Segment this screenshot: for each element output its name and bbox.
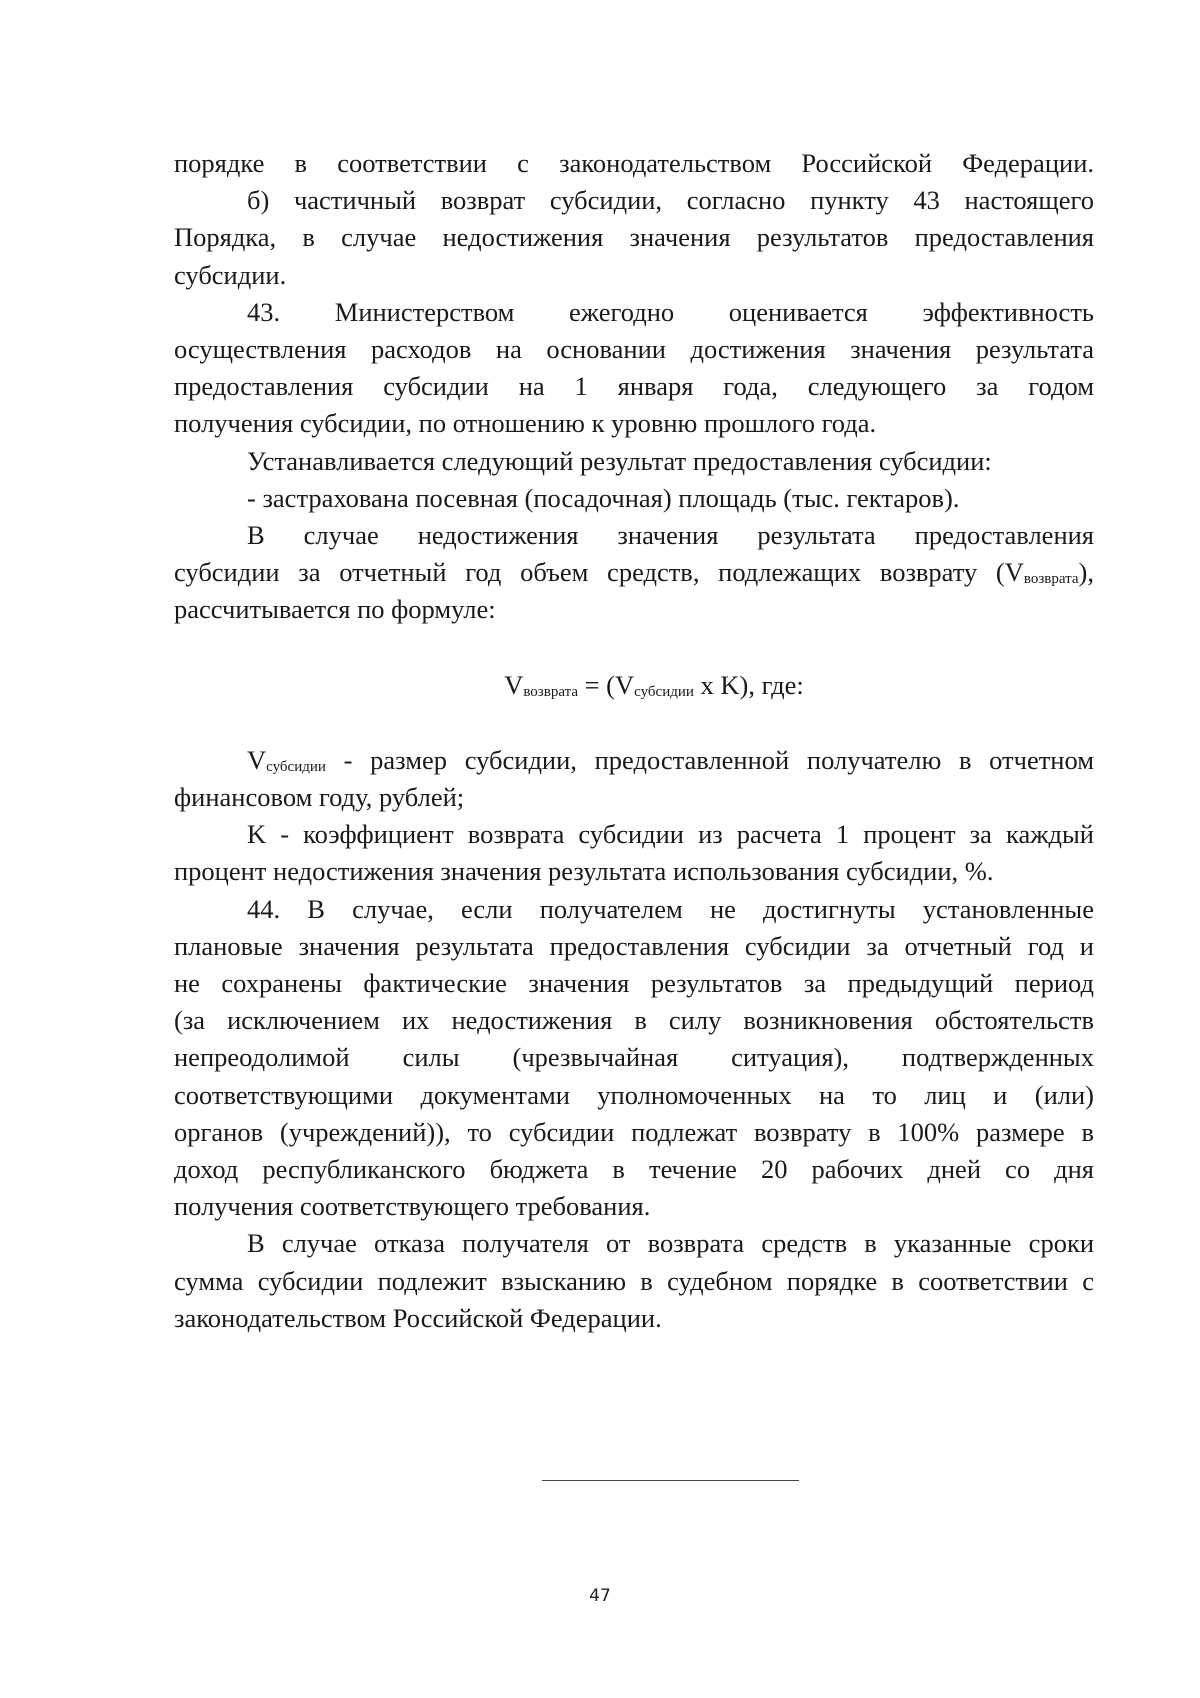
- text-line: 43. Министерством ежегодно оценивается эффективность: [247, 296, 1094, 327]
- text-line: [174, 554, 1094, 591]
- text-line: [174, 742, 1094, 779]
- text-span: ),: [1078, 557, 1094, 588]
- text-line: (за исключением их недостижения в силу возникновения обстоятельств: [174, 1005, 1094, 1036]
- text-line: процент недостижения значения результата использования субсидии, %.: [174, 856, 994, 887]
- text-line: рассчитывается по формуле:: [174, 594, 496, 625]
- text-span: - размер субсидии, предоставленной получателю в отчетном: [325, 744, 1094, 775]
- text-line: 44. В случае, если получателем не достигнуты установленные: [247, 893, 1094, 924]
- text-line: получения соответствующего требования.: [174, 1191, 651, 1222]
- text-line: доход республиканского бюджета в течение 20 рабочих дней со дня: [174, 1154, 1094, 1185]
- text-line: субсидии.: [174, 259, 287, 290]
- text-line: порядке в соответствии с законодательством Российской Федерации.: [174, 148, 1094, 178]
- document-body: [174, 145, 1094, 1337]
- subscript: возврата: [523, 683, 578, 700]
- text-line: осуществления расходов на основании достижения значения результата: [174, 334, 1094, 365]
- text-line: б) частичный возврат субсидии, согласно пункту 43 настоящего: [247, 185, 1094, 216]
- text-line: В случае отказа получателя от возврата средств в указанные сроки: [247, 1228, 1094, 1259]
- text-line: Порядка, в случае недостижения значения результатов предоставления: [174, 222, 1094, 253]
- formula: [174, 667, 1094, 704]
- text-line: законодательством Российской Федерации.: [174, 1302, 662, 1333]
- text-line: не сохранены фактические значения результатов за предыдущий период: [174, 968, 1094, 999]
- formula-part: = (V: [577, 669, 635, 700]
- text-line: непреодолимой силы (чрезвычайная ситуация), подтвержденных: [174, 1042, 1094, 1073]
- text-line: сумма субсидии подлежит взысканию в судебном порядке в соответствии с: [174, 1265, 1094, 1296]
- text-line: - застрахована посевная (посадочная) площадь (тыс. гектаров).: [247, 482, 960, 513]
- text-line: В случае недостижения значения результата предоставления: [247, 520, 1094, 551]
- formula-v: V: [504, 669, 524, 700]
- subscript: возврата: [1023, 571, 1079, 588]
- separator-line: [542, 1480, 799, 1481]
- text-span: V: [247, 744, 267, 775]
- text-line: Устанавливается следующий результат предоставления субсидии:: [247, 445, 992, 476]
- text-line: K - коэффициент возврата субсидии из расчета 1 процент за каждый: [247, 819, 1094, 850]
- subscript: субсидии: [266, 758, 326, 775]
- text-line: получения субсидии, по отношению к уровню прошлого года.: [174, 408, 877, 439]
- text-line: плановые значения результата предоставления субсидии за отчетный год и: [174, 930, 1094, 961]
- text-span: субсидии за отчетный год объем средств, подлежащих возврату (V: [174, 557, 1024, 588]
- formula-part: x K), где:: [693, 669, 804, 700]
- text-line: органов (учреждений)), то субсидии подлежат возврату в 100% размере в: [174, 1116, 1094, 1147]
- subscript: субсидии: [634, 683, 694, 700]
- text-line: предоставления субсидии на 1 января года, следующего за годом: [174, 371, 1094, 402]
- text-line: соответствующими документами уполномоченных на то лиц и (или): [174, 1079, 1094, 1110]
- text-line: финансовом году, рублей;: [174, 782, 465, 813]
- page-number: 47: [589, 1586, 611, 1606]
